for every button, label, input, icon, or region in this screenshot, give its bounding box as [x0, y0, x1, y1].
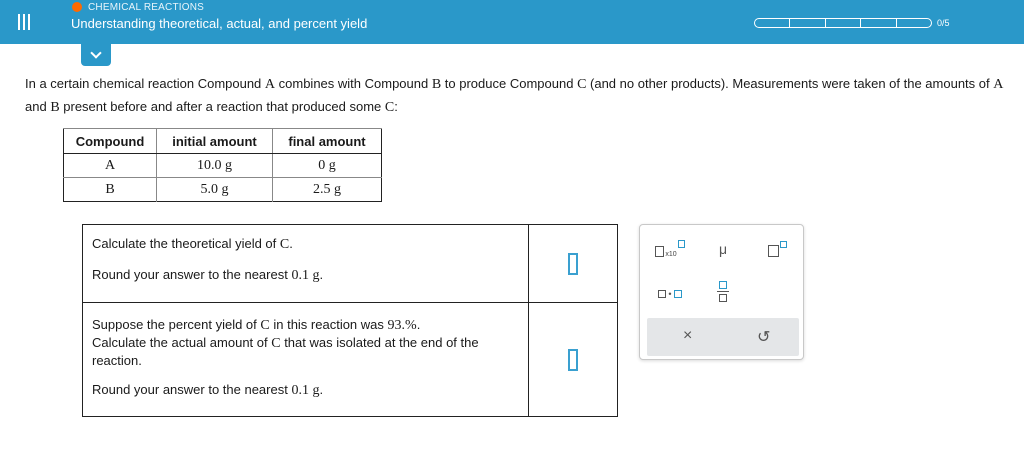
table-header: Compound [64, 129, 157, 154]
scientific-notation-button[interactable] [652, 237, 688, 259]
progress-bar [754, 18, 932, 28]
superscript-button[interactable] [762, 237, 792, 259]
theoretical-yield-input[interactable] [568, 253, 578, 275]
chevron-down-icon [90, 47, 101, 58]
page-title: Understanding theoretical, actual, and percent yield [71, 16, 368, 31]
clear-button[interactable]: × [683, 327, 693, 344]
table-row [64, 178, 382, 202]
placeholder-box-icon [655, 246, 664, 257]
table-header: final amount [273, 129, 382, 154]
question-row [83, 225, 617, 303]
exponent-box-icon [678, 240, 685, 248]
right-box-icon [674, 290, 682, 298]
answer-cell [529, 225, 617, 302]
topic-label: CHEMICAL REACTIONS [88, 1, 205, 13]
progress-text: 0/5 [937, 18, 950, 28]
actual-yield-input[interactable] [568, 349, 578, 371]
keypad-footer [647, 318, 799, 356]
micro-button[interactable] [708, 238, 738, 260]
collapse-button[interactable] [81, 44, 111, 66]
math-keypad [639, 224, 804, 360]
top-header [0, 0, 1024, 44]
table-header: initial amount [157, 129, 273, 154]
mu-label: μ [718, 241, 728, 257]
table-cell: 5.0 g [157, 178, 273, 202]
table-row [64, 154, 382, 178]
left-box-icon [658, 290, 666, 298]
table-cell: 0 g [273, 154, 382, 178]
menu-button[interactable] [0, 0, 48, 44]
question-grid [82, 224, 618, 417]
denominator-box-icon [719, 294, 727, 302]
multiply-dot-button[interactable] [652, 283, 688, 305]
table-cell: B [64, 178, 157, 202]
fraction-bar-icon [717, 291, 729, 292]
undo-button[interactable]: ↺ [757, 329, 771, 346]
question-text: Calculate the theoretical yield of C. Round your answer to the nearest 0.1 g. [83, 225, 529, 302]
table-cell: A [64, 154, 157, 178]
answer-cell [529, 303, 617, 416]
base-box-icon [768, 245, 779, 257]
problem-intro: In a certain chemical reaction Compound A combines with Compound B to produce Compound C (and no other products). Measurements were taken of the amounts of A and B present before and after a reaction that produced some C: [25, 76, 1004, 115]
dot-label: • [668, 289, 672, 299]
topic-row [72, 1, 204, 13]
fraction-button[interactable] [708, 277, 738, 305]
exponent-box-icon [780, 241, 787, 248]
x10-label: x10 [665, 250, 677, 258]
menu-icon [16, 14, 32, 30]
question-text: Suppose the percent yield of C in this reaction was 93.%. Calculate the actual amount of C that was isolated at the end of the reaction. Round your answer to the nearest 0.1 g. [83, 303, 529, 416]
progress-indicator [754, 18, 950, 28]
measurements-table [63, 128, 382, 202]
numerator-box-icon [719, 281, 727, 289]
table-cell: 10.0 g [157, 154, 273, 178]
table-cell: 2.5 g [273, 178, 382, 202]
topic-status-dot [72, 2, 82, 12]
question-row [83, 303, 617, 416]
